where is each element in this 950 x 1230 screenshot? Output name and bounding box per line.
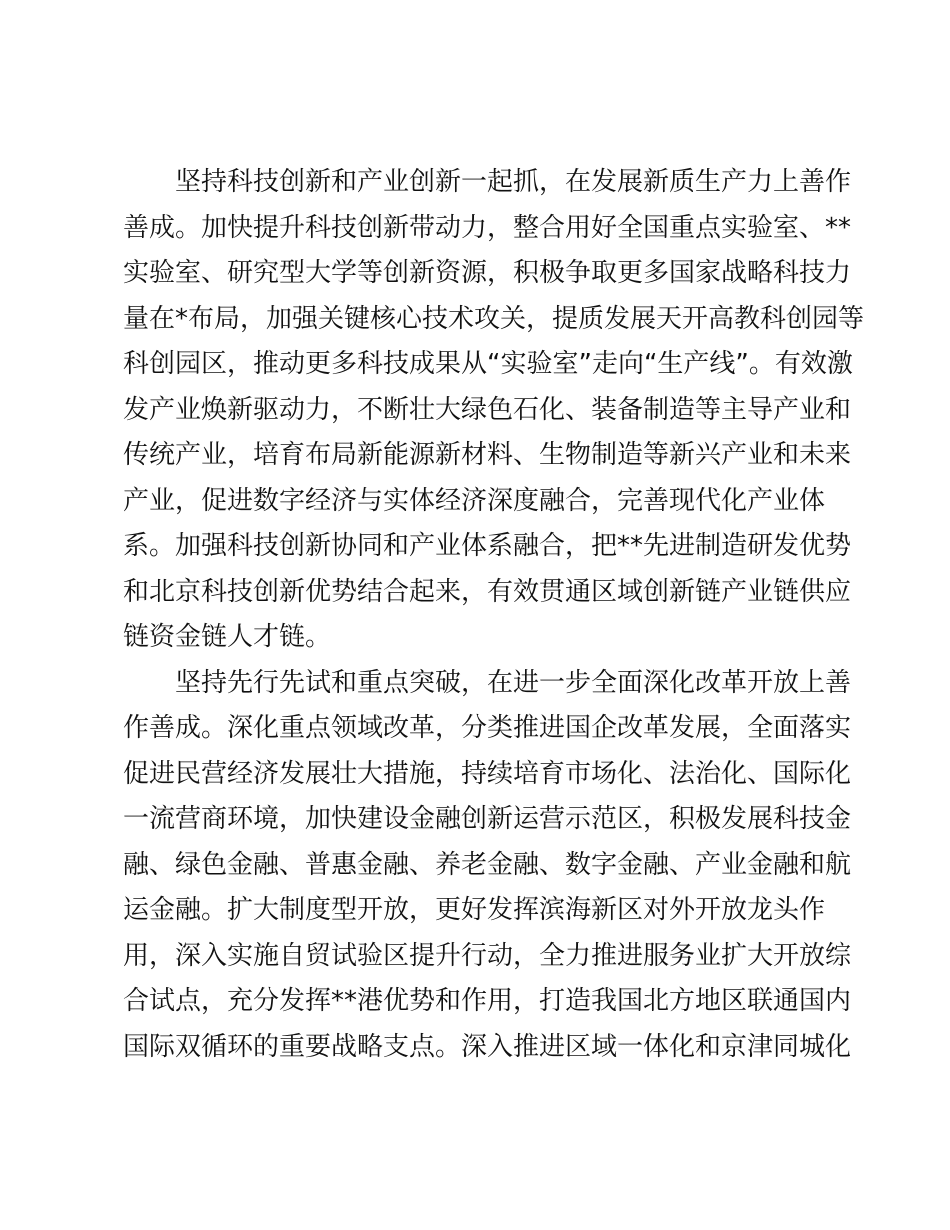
text-line: 实验室、研究型大学等创新资源，积极争取更多国家战略科技力 (123, 258, 852, 288)
text-line: 传统产业，培育布局新能源新材料、生物制造等新兴产业和未来 (123, 440, 852, 470)
text-line: 系。加强科技创新协同和产业体系融合，把**先进制造研发优势 (123, 531, 852, 561)
text-line: 科创园区，推动更多科技成果从“实验室”走向“生产线”。有效激 (123, 349, 853, 379)
paragraph-tech-innovation (123, 160, 865, 661)
text-line: 促进民营经济发展壮大措施，持续培育市场化、法治化、国际化 (123, 758, 852, 789)
text-line: 和北京科技创新优势结合起来，有效贯通区域创新链产业链供应 (123, 576, 852, 607)
text-line: 用，深入实施自贸试验区提升行动，全力推进服务业扩大开放综 (123, 940, 852, 971)
text-line: 产业，促进数字经济与实体经济深度融合，完善现代化产业体 (123, 485, 826, 516)
text-line: 善成。加快提升科技创新带动力，整合用好全国重点实验室、** (123, 212, 852, 243)
text-line: 坚持科技创新和产业创新一起抓，在发展新质生产力上善作 (175, 167, 852, 197)
text-line: 作善成。深化重点领域改革，分类推进国企改革发展，全面落实 (123, 713, 852, 743)
paragraph-reform-opening (123, 661, 852, 1071)
text-line: 坚持先行先试和重点突破，在进一步全面深化改革开放上善 (175, 667, 852, 698)
text-line: 量在*布局，加强关键核心技术攻关，提质发展天开高教科创园等 (123, 303, 865, 334)
text-line: 合试点，充分发挥**港优势和作用，打造我国北方地区联通国内 (123, 986, 852, 1016)
text-line: 融、绿色金融、普惠金融、养老金融、数字金融、产业金融和航 (123, 849, 852, 880)
text-line: 链资金链人才链。 (123, 622, 332, 652)
text-line: 一流营商环境，加快建设金融创新运营示范区，积极发展科技金 (123, 804, 852, 834)
text-line: 国际双循环的重要战略支点。深入推进区域一体化和京津同城化 (123, 1031, 852, 1062)
text-line: 发产业焕新驱动力，不断壮大绿色石化、装备制造等主导产业和 (123, 394, 852, 425)
document-body (123, 160, 865, 1070)
text-line: 运金融。扩大制度型开放，更好发挥滨海新区对外开放龙头作 (123, 895, 826, 925)
